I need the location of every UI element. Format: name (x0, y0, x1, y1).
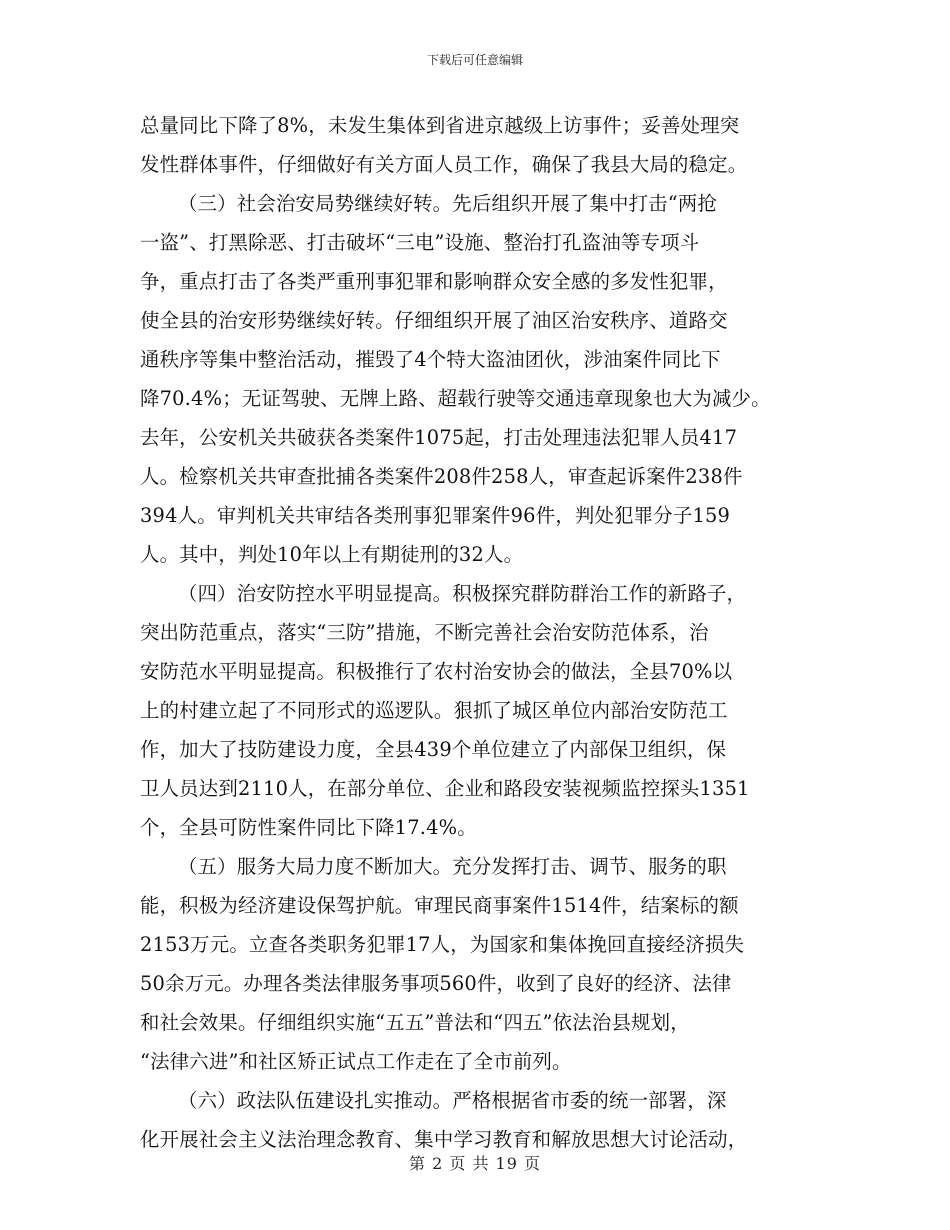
body-line: 去年，公安机关共破获各类案件1075起，打击处理违法犯罪人员417 (140, 426, 738, 449)
body-line: 一盗”、打黑除恶、打击破坏“三电”设施、整治打孔盗油等专项斗 (140, 231, 700, 254)
body-line: 总量同比下降了8%，未发生集体到省进京越级上访事件；妥善处理突 (140, 114, 740, 137)
body-line: 降70.4%；无证驾驶、无牌上路、超载行驶等交通违章现象也大为减少。 (140, 387, 771, 410)
body-line: 化开展社会主义法治理念教育、集中学习教育和解放思想大讨论活动， (140, 1128, 748, 1151)
document-body (140, 106, 810, 1159)
body-line: 个，全县可防性案件同比下降17.4%。 (140, 816, 477, 839)
body-line: “法律六进”和社区矫正试点工作走在了全市前列。 (140, 1050, 572, 1073)
body-line: 安防范水平明显提高。积极推行了农村治安协会的做法，全县70%以 (140, 660, 733, 683)
body-line: 2153万元。立查各类职务犯罪17人，为国家和集体挽回直接经济损失 (140, 933, 745, 956)
body-line: 争，重点打击了各类严重刑事犯罪和影响群众安全感的多发性犯罪， (140, 270, 728, 293)
body-line: 和社会效果。仔细组织实施“五五”普法和“四五”依法治县规划， (140, 1011, 690, 1034)
body-line: 通秩序等集中整治活动，摧毁了4个特大盗油团伙，涉油案件同比下 (140, 348, 721, 371)
page-number-footer: 第 2 页 共 19 页 (409, 1154, 541, 1173)
section-heading-line: （五）服务大局力度不断加大。充分发挥打击、调节、服务的职 (178, 855, 727, 878)
body-line: 能，积极为经济建设保驾护航。审理民商事案件1514件，结案标的额 (140, 894, 739, 917)
body-line: 人。其中，判处10年以上有期徒刑的32人。 (140, 543, 524, 566)
section-heading-line: （四）治安防控水平明显提高。积极探究群防群治工作的新路子， (178, 582, 747, 605)
body-line: 394人。审判机关共审结各类刑事犯罪案件96件，判处犯罪分子159 (140, 504, 731, 527)
body-line: 上的村建立起了不同形式的巡逻队。狠抓了城区单位内部治安防范工 (140, 699, 728, 722)
body-line: 作，加大了技防建设力度，全县439个单位建立了内部保卫组织，保 (140, 738, 727, 761)
section-heading-line: （三）社会治安局势继续好转。先后组织开展了集中打击“两抢 (178, 192, 718, 215)
body-line: 人。检察机关共审查批捕各类案件208件258人，审查起诉案件238件 (140, 465, 743, 488)
body-line: 发性群体事件，仔细做好有关方面人员工作，确保了我县大局的稳定。 (140, 153, 748, 176)
body-line: 卫人员达到2110人，在部分单位、企业和路段安装视频监控探头1351 (140, 777, 750, 800)
body-line: 突出防范重点，落实“三防”措施，不断完善社会治安防范体系，治 (140, 621, 709, 644)
body-line: 50余万元。办理各类法律服务事项560件，收到了良好的经济、法律 (140, 972, 732, 995)
section-heading-line: （六）政法队伍建设扎实推动。严格根据省市委的统一部署，深 (178, 1089, 727, 1112)
body-line: 使全县的治安形势继续好转。仔细组织开展了油区治安秩序、道路交 (140, 309, 728, 332)
page-header: 下载后可任意编辑 (426, 53, 523, 67)
